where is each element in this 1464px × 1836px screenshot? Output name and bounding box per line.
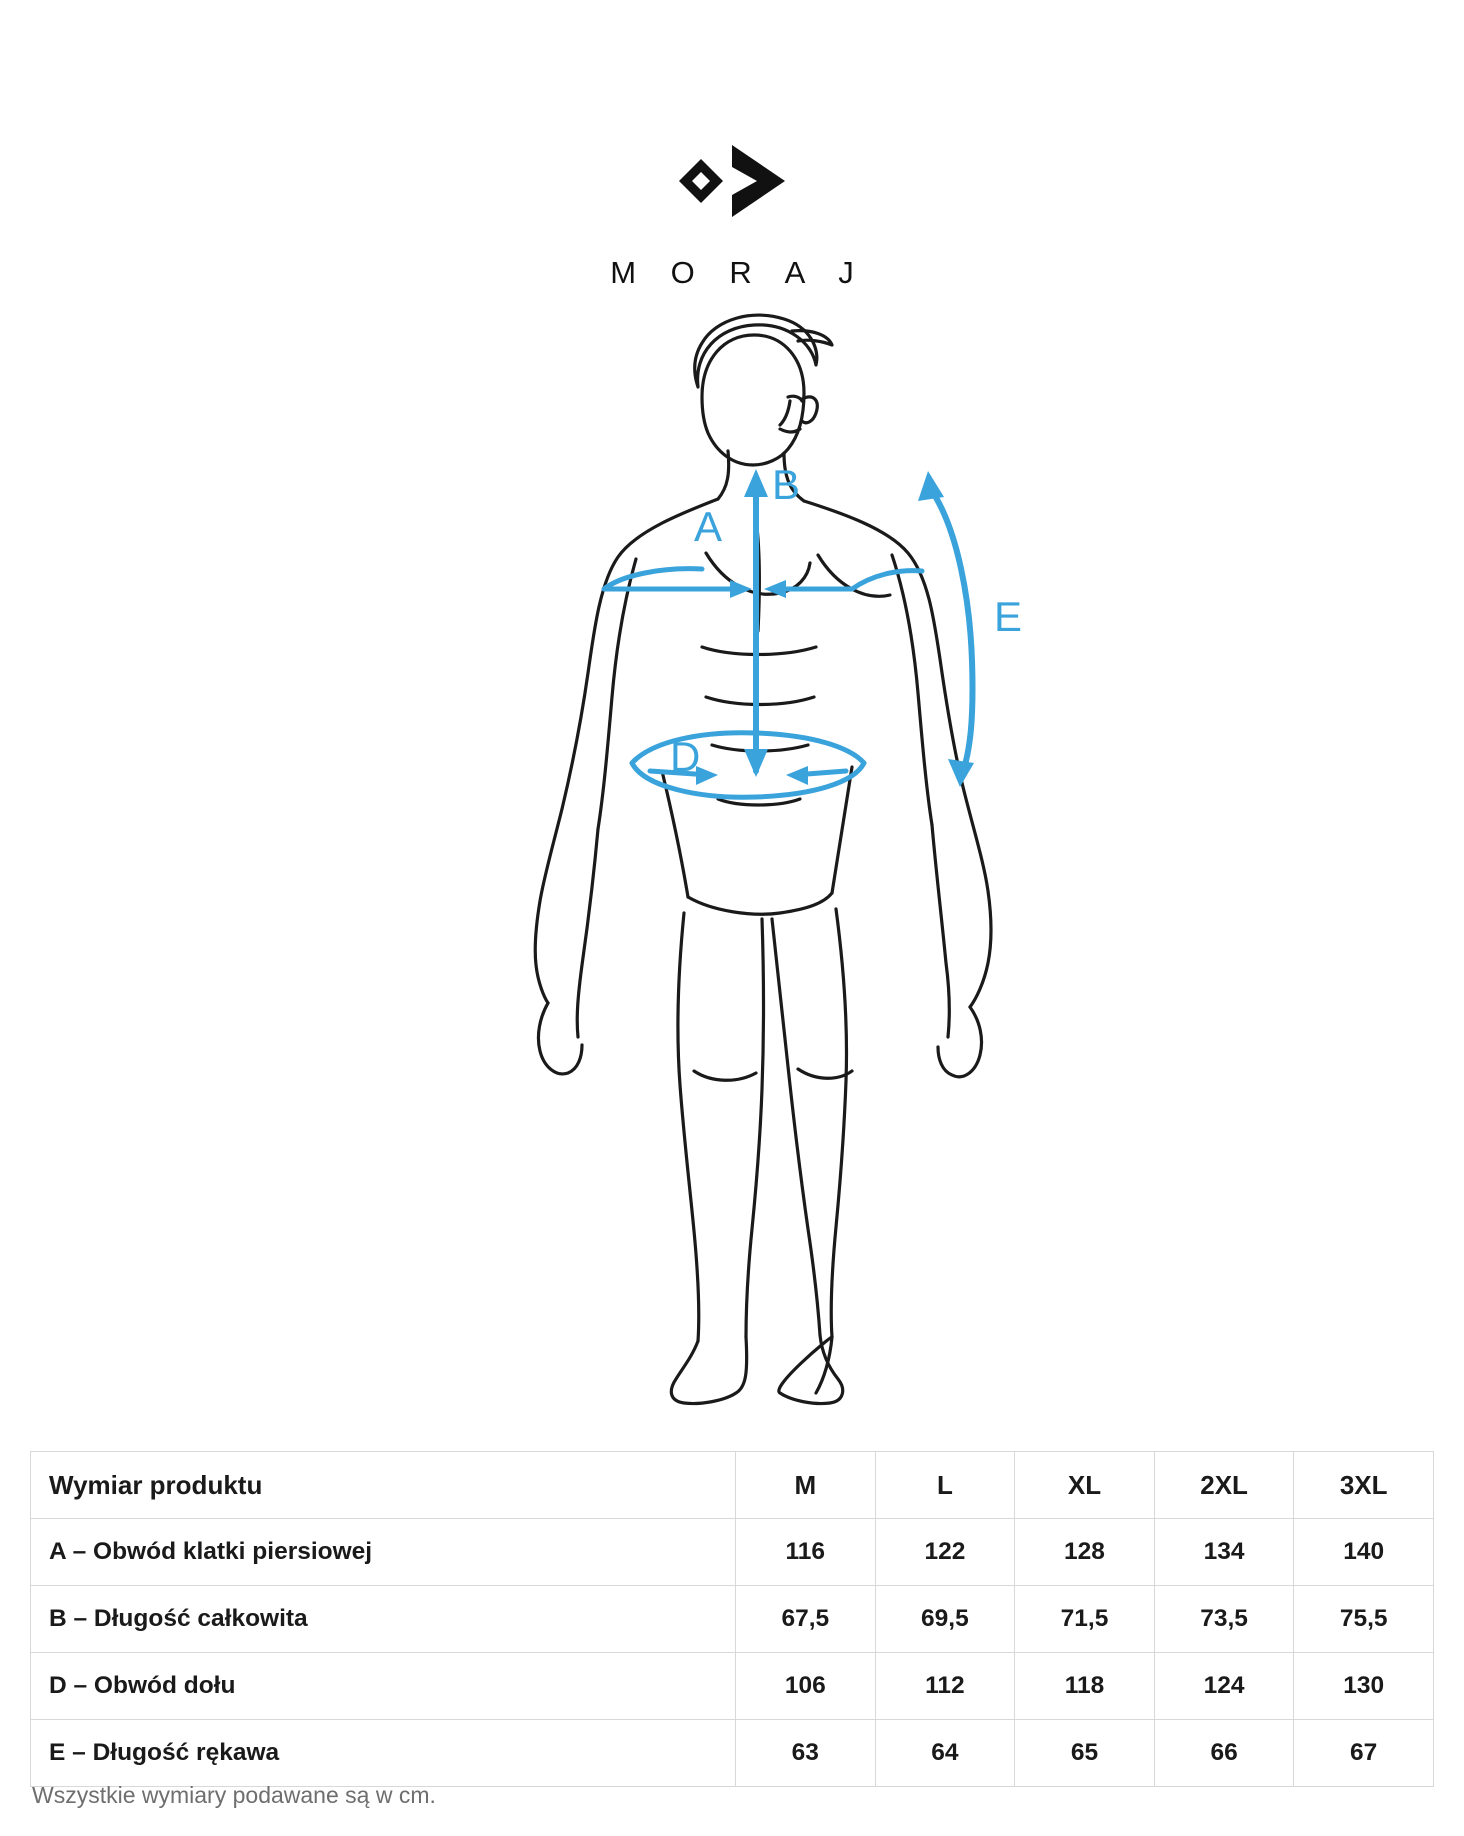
cell-value: 128 bbox=[1015, 1519, 1155, 1586]
row-label: D – Obwód dołu bbox=[31, 1653, 736, 1720]
cell-value: 130 bbox=[1294, 1653, 1434, 1720]
label-E: E bbox=[994, 593, 1023, 640]
label-B: B bbox=[772, 461, 801, 508]
table-row bbox=[31, 1720, 1434, 1787]
brand-name: M O R A J bbox=[610, 255, 867, 290]
header-size-xl: XL bbox=[1015, 1452, 1155, 1519]
body-figure-svg bbox=[232, 301, 1232, 1411]
cell-value: 64 bbox=[875, 1720, 1015, 1787]
cell-value: 140 bbox=[1294, 1519, 1434, 1586]
cell-value: 71,5 bbox=[1015, 1586, 1155, 1653]
cell-value: 112 bbox=[875, 1653, 1015, 1720]
measurement-figure bbox=[0, 301, 1464, 1411]
cell-value: 116 bbox=[736, 1519, 876, 1586]
cell-value: 106 bbox=[736, 1653, 876, 1720]
brand-header bbox=[0, 0, 1464, 291]
moraj-logo-icon bbox=[679, 145, 785, 217]
cell-value: 66 bbox=[1154, 1720, 1294, 1787]
row-label: E – Długość rękawa bbox=[31, 1720, 736, 1787]
table-row bbox=[31, 1653, 1434, 1720]
cell-value: 134 bbox=[1154, 1519, 1294, 1586]
header-size-m: M bbox=[736, 1452, 876, 1519]
label-D: D bbox=[670, 733, 701, 780]
cell-value: 122 bbox=[875, 1519, 1015, 1586]
footnote: Wszystkie wymiary podawane są w cm. bbox=[32, 1782, 436, 1808]
header-size-3xl: 3XL bbox=[1294, 1452, 1434, 1519]
cell-value: 67,5 bbox=[736, 1586, 876, 1653]
cell-value: 67 bbox=[1294, 1720, 1434, 1787]
table-row bbox=[31, 1586, 1434, 1653]
header-size-l: L bbox=[875, 1452, 1015, 1519]
cell-value: 65 bbox=[1015, 1720, 1155, 1787]
cell-value: 73,5 bbox=[1154, 1586, 1294, 1653]
row-label: B – Długość całkowita bbox=[31, 1586, 736, 1653]
header-dimension: Wymiar produktu bbox=[31, 1452, 736, 1519]
table-row bbox=[31, 1519, 1434, 1586]
row-label: A – Obwód klatki piersiowej bbox=[31, 1519, 736, 1586]
header-size-2xl: 2XL bbox=[1154, 1452, 1294, 1519]
cell-value: 63 bbox=[736, 1720, 876, 1787]
table-header-row bbox=[31, 1452, 1434, 1519]
cell-value: 69,5 bbox=[875, 1586, 1015, 1653]
size-table bbox=[30, 1451, 1434, 1787]
size-table-wrap bbox=[30, 1451, 1434, 1787]
cell-value: 118 bbox=[1015, 1653, 1155, 1720]
label-A: A bbox=[694, 503, 723, 550]
cell-value: 124 bbox=[1154, 1653, 1294, 1720]
cell-value: 75,5 bbox=[1294, 1586, 1434, 1653]
